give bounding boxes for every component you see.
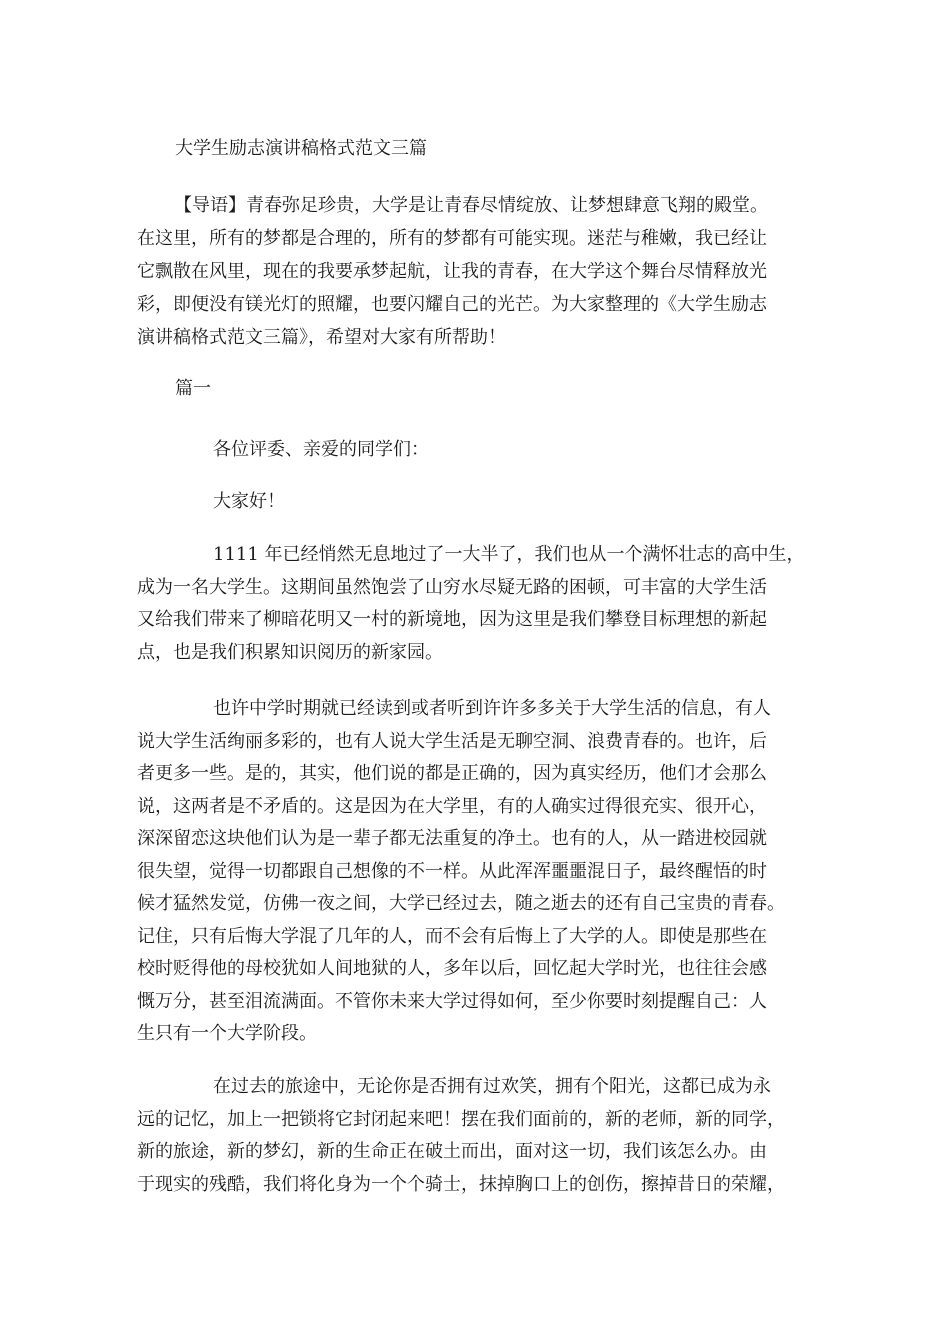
greeting: 大家好！ [213,491,285,512]
paragraph-line: 记住，只有后悔大学混了几年的人，而不会有后悔上了大学的人。即使是那些在 [137,925,767,947]
paragraph-line: 深深留恋这块他们认为是一辈子都无法重复的净土。也有的人，从一踏进校园就 [137,828,767,849]
body-paragraph-2 [137,693,837,1051]
paragraph-line: 说，这两者是不矛盾的。这是因为在大学里，有的人确实过得很充实、很开心， [137,795,767,817]
paragraph-line: 者更多一些。是的，其实，他们说的都是正确的，因为真实经历，他们才会那么 [137,763,767,784]
intro-line: 【导语】青春弥足珍贵，大学是让青春尽情绽放、让梦想肆意飞翔的殿堂。 [174,195,768,216]
intro-line: 在这里，所有的梦都是合理的，所有的梦都有可能实现。迷茫与稚嫩，我已经让 [137,228,767,249]
paragraph-line: 校时贬得他的母校犹如人间地狱的人，多年以后，回忆起大学时光，也往往会感 [137,958,767,979]
paragraph-line: 于现实的残酷，我们将化身为一个个骑士，抹掉胸口上的创伤，擦掉昔日的荣耀， [137,1173,785,1195]
paragraph-line: 很失望，觉得一切都跟自己想像的不一样。从此浑浑噩噩混日子，最终醒悟的时 [137,860,767,882]
body-paragraph-1 [137,539,837,669]
salutation: 各位评委、亲爱的同学们： [213,439,429,460]
intro-line: 彩，即便没有镁光灯的照耀，也要闪耀自己的光芒。为大家整理的《大学生励志 [137,294,767,315]
intro-paragraph [137,189,837,354]
paragraph-line: 慨万分，甚至泪流满面。不管你未来大学过得如何，至少你要时刻提醒自己：人 [137,990,767,1012]
document-title: 大学生励志演讲稿格式范文三篇 [175,138,427,159]
paragraph-line: 远的记忆，加上一把锁将它封闭起来吧！摆在我们面前的，新的老师，新的同学， [137,1108,785,1130]
body-paragraph-3 [137,1071,837,1201]
paragraph-line: 生只有一个大学阶段。 [137,1023,317,1044]
paragraph-line: 1111 年已经悄然无息地过了一大半了，我们也从一个满怀壮志的高中生， [213,544,805,565]
paragraph-line: 说大学生活绚丽多彩的，也有人说大学生活是无聊空洞、浪费青春的。也许，后 [137,730,767,752]
paragraph-line: 候才猛然发觉，仿佛一夜之间，大学已经过去，随之逝去的还有自己宝贵的青春。 [137,893,785,914]
paragraph-line: 也许中学时期就已经读到或者听到许许多多关于大学生活的信息，有人 [213,698,771,719]
paragraph-line: 成为一名大学生。这期间虽然饱尝了山穷水尽疑无路的困顿，可丰富的大学生活 [137,576,767,598]
section-heading: 篇一 [175,378,211,399]
intro-line: 演讲稿格式范文三篇》，希望对大家有所帮助！ [137,327,506,348]
paragraph-line: 又给我们带来了柳暗花明又一村的新境地，因为这里是我们攀登目标理想的新起 [137,609,767,630]
paragraph-line: 在过去的旅途中，无论你是否拥有过欢笑，拥有个阳光，这都已成为永 [213,1076,771,1097]
paragraph-line: 新的旅途，新的梦幻，新的生命正在破土而出，面对这一切，我们该怎么办。由 [137,1141,767,1162]
paragraph-line: 点，也是我们积累知识阅历的新家园。 [137,641,443,663]
intro-line: 它飘散在风里，现在的我要承梦起航，让我的青春，在大学这个舞台尽情释放光 [137,261,767,282]
